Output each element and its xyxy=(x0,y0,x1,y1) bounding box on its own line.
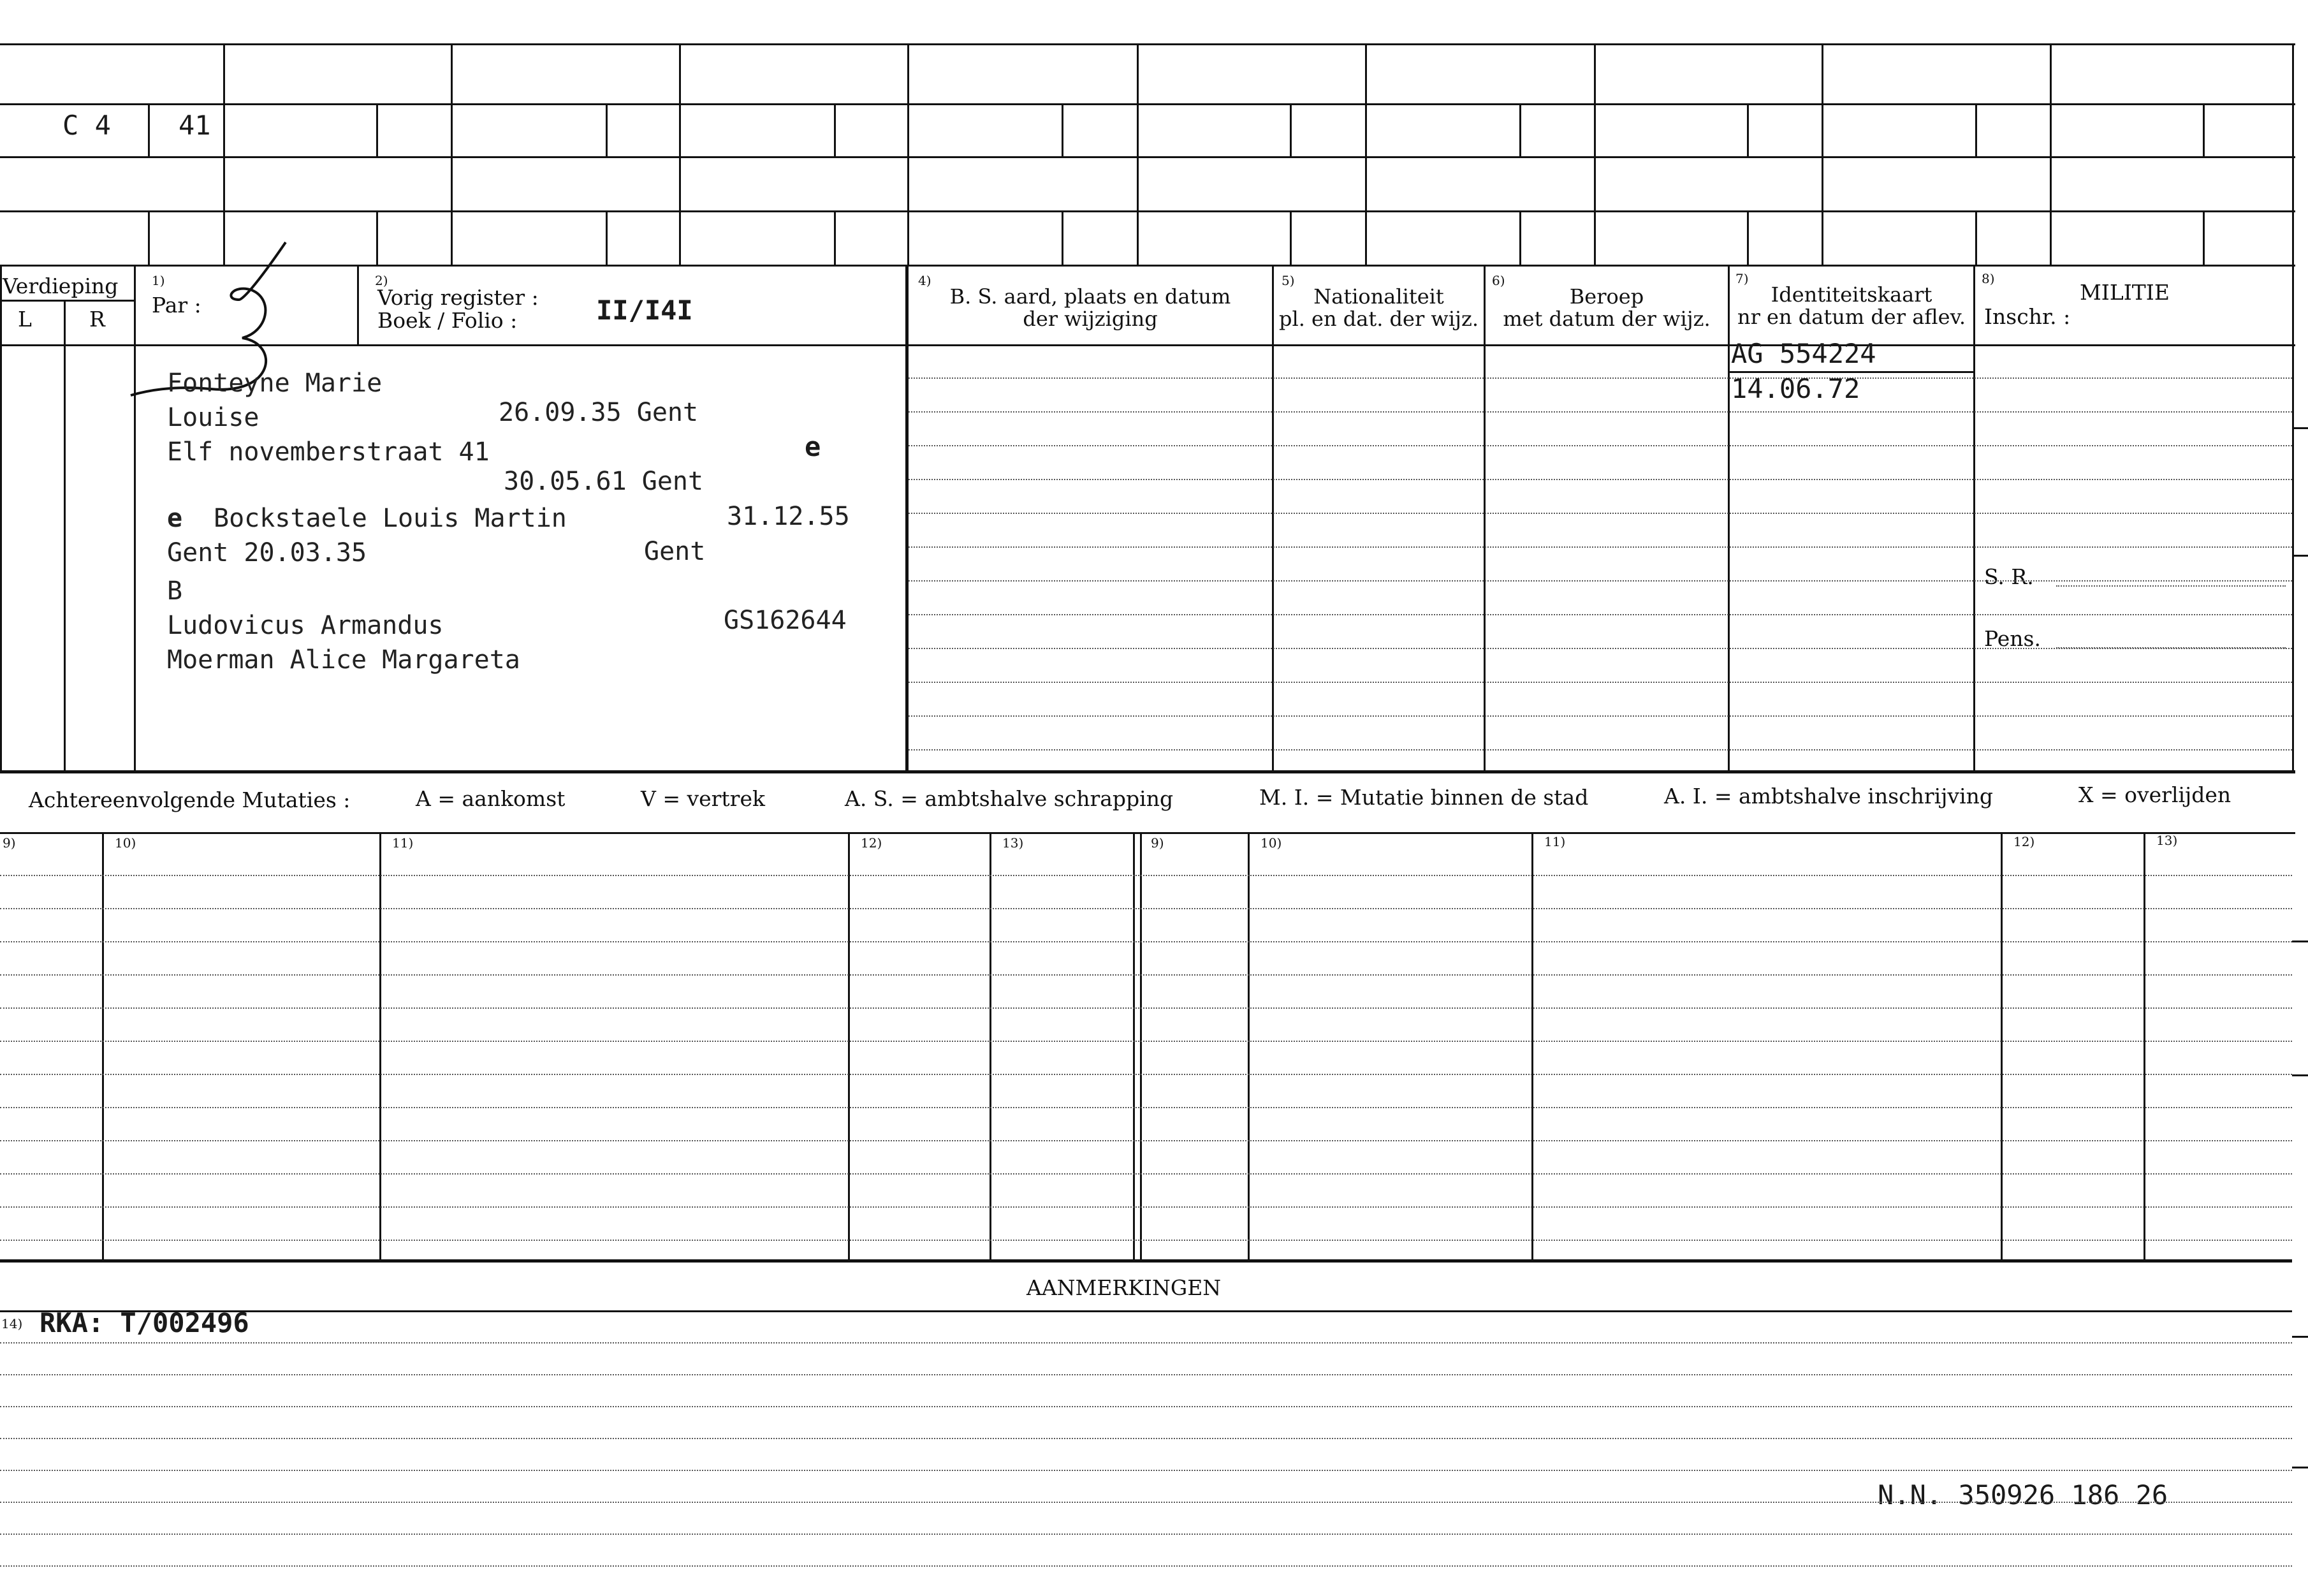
mut-col-num: 10) xyxy=(115,835,136,851)
remarks-num: 14) xyxy=(1,1316,23,1331)
mut-col-num: 13) xyxy=(2156,833,2178,848)
identity-card-date: 14.06.72 xyxy=(1731,373,1860,404)
top-number: 41 xyxy=(179,110,211,141)
mut-col-num: 13) xyxy=(1002,835,1024,851)
ruled-line xyxy=(909,445,2292,446)
mut-col-num: 12) xyxy=(2013,834,2035,849)
col6-title: Beroep met datum der wijz. xyxy=(1503,284,1711,332)
col6-num: 6) xyxy=(1492,273,1505,288)
inschr-label: Inschr. : xyxy=(1984,304,2071,329)
ruled-line xyxy=(909,749,2292,750)
ruled-line xyxy=(0,1342,2292,1343)
vorig-register-label: Vorig register : xyxy=(377,285,539,310)
person-line8-name: Ludovicus Armandus xyxy=(167,611,444,640)
ruled-line xyxy=(0,1240,2292,1241)
mut-col-num: 9) xyxy=(3,835,16,851)
militie-title: MILITIE xyxy=(2080,280,2170,305)
ruled-line xyxy=(0,1534,2292,1535)
ruled-line xyxy=(0,908,2292,909)
ruled-line xyxy=(0,1374,2292,1375)
ruled-line xyxy=(0,974,2292,976)
ruled-line xyxy=(909,580,2292,582)
ruled-line xyxy=(0,1470,2292,1471)
ruled-line xyxy=(0,1074,2292,1075)
mut-col-num: 10) xyxy=(1260,835,1282,851)
col4-title: B. S. aard, plaats en datum der wijziging xyxy=(949,284,1231,332)
col5-num: 5) xyxy=(1282,273,1295,288)
col7-num: 7) xyxy=(1735,271,1749,286)
col2-num: 2) xyxy=(375,273,388,288)
legend-v: V = vertrek xyxy=(641,786,765,811)
ruled-line xyxy=(0,875,2292,876)
rka-line: RKA: T/002496 xyxy=(40,1307,249,1338)
top-code: C 4 xyxy=(62,110,111,141)
mut-col-num: 12) xyxy=(861,835,882,851)
identity-card-number: AG 554224 xyxy=(1731,338,1876,369)
person-line3: Elf novemberstraat 41 xyxy=(167,437,490,467)
person-line2-name: Louise xyxy=(167,403,259,432)
ruled-line xyxy=(0,1007,2292,1009)
grid-line xyxy=(0,265,2295,267)
ruled-line xyxy=(909,411,2292,413)
person-line4: 30.05.61 Gent xyxy=(504,467,704,496)
ruled-line xyxy=(909,377,2292,379)
ruled-line xyxy=(0,1140,2292,1141)
top-border xyxy=(0,43,2295,45)
col1-num: 1) xyxy=(152,273,165,288)
person-line5-prefix: e xyxy=(167,504,183,533)
left-label: L xyxy=(18,307,32,332)
ruled-line xyxy=(0,1406,2292,1407)
grid-line xyxy=(0,103,2295,105)
ruled-line xyxy=(0,1041,2292,1042)
col5-title: Nationaliteit pl. en dat. der wijz. xyxy=(1278,284,1479,332)
person-line9: Moerman Alice Margareta xyxy=(167,645,520,675)
ruled-line xyxy=(909,479,2292,480)
mutations-title: Achtereenvolgende Mutaties : xyxy=(29,787,351,812)
ruled-line xyxy=(0,1107,2292,1108)
mut-col-num: 11) xyxy=(392,835,414,851)
ruled-line xyxy=(909,614,2292,615)
right-border xyxy=(2292,43,2294,770)
ruled-line xyxy=(909,513,2292,514)
nn-line: N.N. 350926 186 26 xyxy=(1878,1479,2168,1511)
right-label: R xyxy=(89,307,105,332)
legend-as: A. S. = ambtshalve schrapping xyxy=(845,786,1174,811)
person-line3-mark: e xyxy=(805,431,821,462)
ruled-line xyxy=(0,1206,2292,1208)
boek-folio-label: Boek / Folio : xyxy=(377,308,518,333)
ruled-line xyxy=(0,1502,2292,1503)
ruled-line xyxy=(0,1173,2292,1175)
person-line5-name: Bockstaele Louis Martin xyxy=(214,504,567,533)
ruled-line xyxy=(0,1565,2292,1567)
person-line6-place: Gent xyxy=(644,537,706,566)
grid-line xyxy=(0,210,2295,212)
ruled-line xyxy=(909,715,2292,717)
ruled-line xyxy=(909,546,2292,548)
grid-line xyxy=(0,156,2295,158)
legend-a: A = aankomst xyxy=(416,786,566,811)
person-line8-code: GS162644 xyxy=(724,606,847,635)
verdieping-label: Verdieping xyxy=(3,274,119,298)
ruled-line xyxy=(909,682,2292,683)
mut-col-num: 9) xyxy=(1151,835,1164,851)
legend-ai: A. I. = ambtshalve inschrijving xyxy=(1664,784,1994,809)
ruled-line xyxy=(0,1438,2292,1439)
remarks-title: AANMERKINGEN xyxy=(1026,1275,1222,1300)
par-label: Par : xyxy=(152,293,201,318)
person-line7: B xyxy=(167,576,183,606)
person-line6: Gent 20.03.35 xyxy=(167,538,367,567)
ruled-line xyxy=(0,941,2292,942)
mut-col-num: 11) xyxy=(1544,834,1566,849)
col4-num: 4) xyxy=(918,273,931,288)
vorig-register-value: II/I4I xyxy=(596,295,693,326)
sr-label: S. R. xyxy=(1984,564,2034,589)
person-line5-date: 31.12.55 xyxy=(727,502,850,531)
ruled-line xyxy=(909,648,2292,649)
col7-title: Identiteitskaart nr en datum der aflev. xyxy=(1737,282,1966,330)
person-line2-date: 26.09.35 Gent xyxy=(499,398,699,427)
legend-x: X = overlijden xyxy=(2078,782,2231,807)
pens-label: Pens. xyxy=(1984,626,2041,651)
person-line1: Fonteyne Marie xyxy=(167,369,383,398)
col8-num: 8) xyxy=(1982,271,1995,286)
legend-mi: M. I. = Mutatie binnen de stad xyxy=(1259,785,1589,810)
